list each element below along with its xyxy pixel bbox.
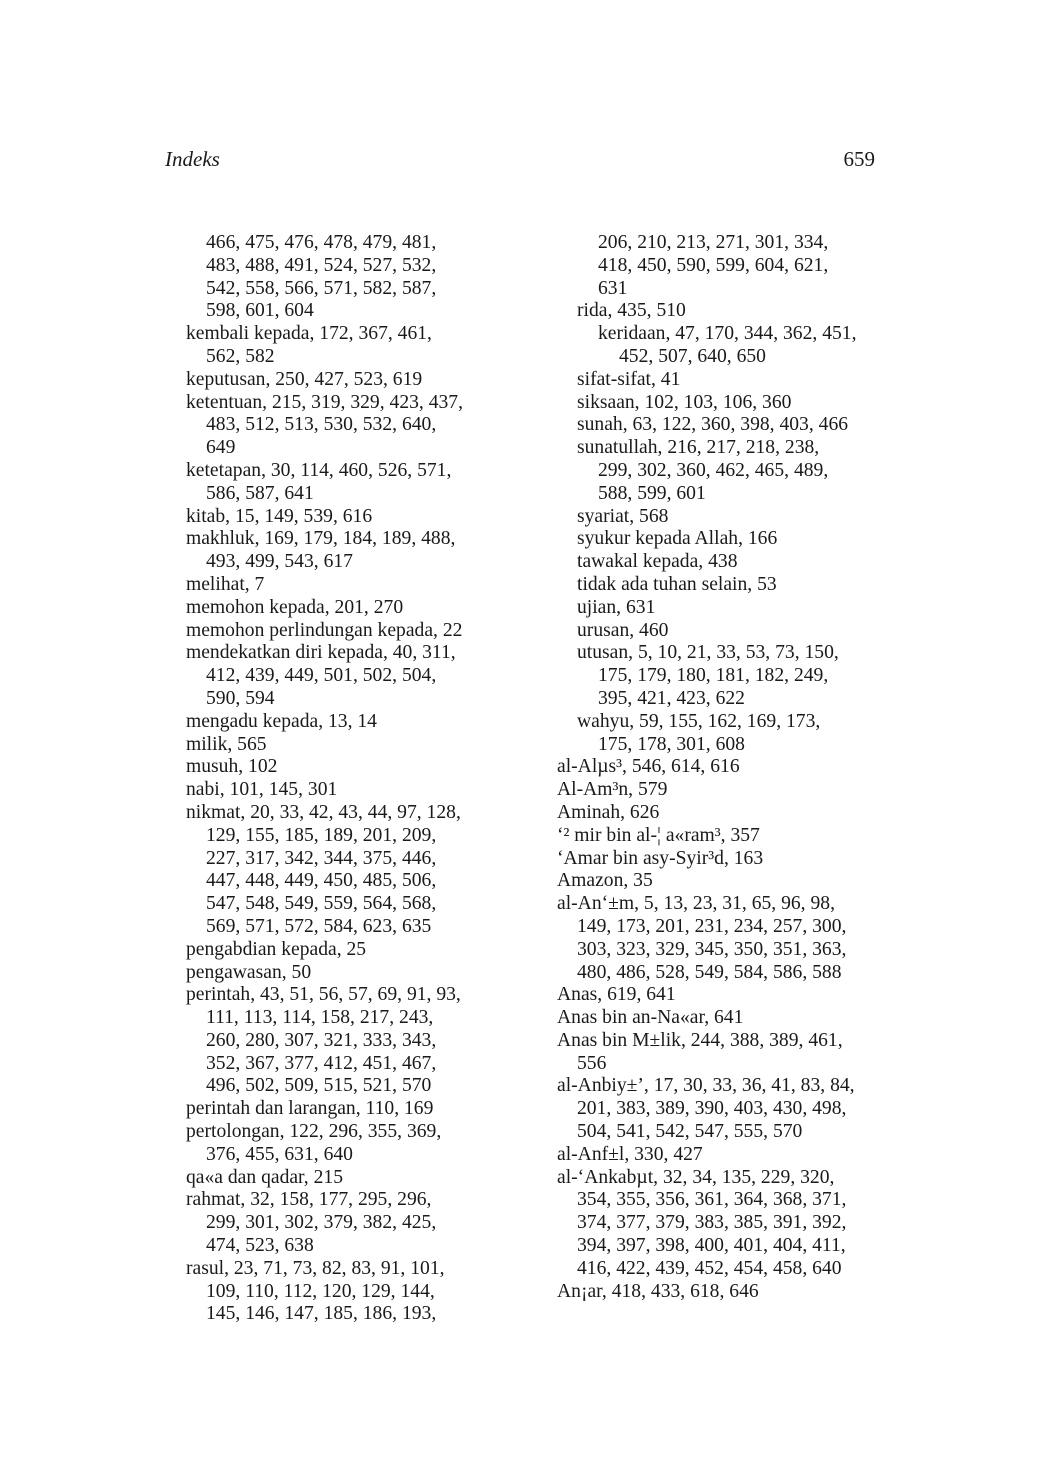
running-head <box>165 142 875 176</box>
index-entry-line: 412, 439, 449, 501, 502, 504, <box>206 665 437 687</box>
index-entry-line: 542, 558, 566, 571, 582, 587, <box>206 277 437 299</box>
index-entry-line: 303, 323, 329, 345, 350, 351, 363, <box>577 938 847 960</box>
index-entry-line: 483, 512, 513, 530, 532, 640, <box>206 414 437 436</box>
index-entry-line: ujian, 631 <box>577 596 656 618</box>
index-entry-line: Anas bin an-Na«ar, 641 <box>557 1007 744 1029</box>
index-entry-line: milik, 565 <box>186 733 267 755</box>
index-entry-line: 452, 507, 640, 650 <box>619 345 766 367</box>
index-entry-line: sunah, 63, 122, 360, 398, 403, 466 <box>577 414 849 436</box>
index-entry-line: syukur kepada Allah, 166 <box>577 528 778 550</box>
index-entry-line: rahmat, 32, 158, 177, 295, 296, <box>186 1189 432 1211</box>
index-entry-line: Anas bin M±lik, 244, 388, 389, 461, <box>557 1029 843 1051</box>
index-entry-line: wahyu, 59, 155, 162, 169, 173, <box>577 710 821 732</box>
index-entry-line: 149, 173, 201, 231, 234, 257, 300, <box>577 915 847 937</box>
index-entry-line: 588, 599, 601 <box>598 482 706 504</box>
index-entry-line: mendekatkan diri kepada, 40, 311, <box>186 642 456 664</box>
index-entry-line: 483, 488, 491, 524, 527, 532, <box>206 254 437 276</box>
index-entry-line: 447, 448, 449, 450, 485, 506, <box>206 870 437 892</box>
index-entry-line: Amazon, 35 <box>557 870 653 892</box>
index-entry-line: siksaan, 102, 103, 106, 360 <box>577 391 792 413</box>
index-entry-line: 175, 178, 301, 608 <box>598 733 745 755</box>
index-entry-line: keridaan, 47, 170, 344, 362, 451, <box>598 323 857 345</box>
index-entry-line: keputusan, 250, 427, 523, 619 <box>186 368 423 390</box>
index-entry-line: sunatullah, 216, 217, 218, 238, <box>577 437 820 459</box>
index-entry-line: 175, 179, 180, 181, 182, 249, <box>598 665 829 687</box>
index-entry-line: 562, 582 <box>206 345 275 367</box>
index-entry-line: ketetapan, 30, 114, 460, 526, 571, <box>186 459 452 481</box>
index-entry-line: 569, 571, 572, 584, 623, 635 <box>206 915 432 937</box>
index-entry-line: 416, 422, 439, 452, 454, 458, 640 <box>577 1257 842 1279</box>
index-entry-line: An¡ar, 418, 433, 618, 646 <box>557 1280 759 1302</box>
index-entry-line: 111, 113, 114, 158, 217, 243, <box>206 1007 434 1029</box>
index-entry-line: rasul, 23, 71, 73, 82, 83, 91, 101, <box>186 1257 445 1279</box>
index-entry-line: 480, 486, 528, 549, 584, 586, 588 <box>577 961 842 983</box>
index-entry-line: 299, 302, 360, 462, 465, 489, <box>598 459 829 481</box>
index-entry-line: Anas, 619, 641 <box>557 984 676 1006</box>
index-column-left <box>186 232 463 1326</box>
running-title: Indeks <box>165 147 220 171</box>
index-entry-line: 496, 502, 509, 515, 521, 570 <box>206 1075 432 1097</box>
index-entry-line: memohon kepada, 201, 270 <box>186 596 404 618</box>
index-entry-line: pertolongan, 122, 296, 355, 369, <box>186 1121 442 1143</box>
index-entry-line: utusan, 5, 10, 21, 33, 53, 73, 150, <box>577 642 839 664</box>
index-entry-line: 649 <box>206 437 236 459</box>
index-entry-line: 547, 548, 549, 559, 564, 568, <box>206 893 437 915</box>
index-entry-line: kitab, 15, 149, 539, 616 <box>186 505 373 527</box>
index-entry-line: memohon perlindungan kepada, 22 <box>186 619 463 641</box>
index-entry-line: 299, 301, 302, 379, 382, 425, <box>206 1212 437 1234</box>
index-entry-line: 227, 317, 342, 344, 375, 446, <box>206 847 437 869</box>
index-entry-line: 145, 146, 147, 185, 186, 193, <box>206 1303 437 1325</box>
index-entry-line: Aminah, 626 <box>557 801 660 823</box>
index-entry-line: sifat-sifat, 41 <box>577 368 681 390</box>
index-entry-line: 504, 541, 542, 547, 555, 570 <box>577 1121 803 1143</box>
index-entry-line: makhluk, 169, 179, 184, 189, 488, <box>186 528 456 550</box>
index-entry-line: 206, 210, 213, 271, 301, 334, <box>598 232 829 253</box>
index-entry-line: al-Alµs³, 546, 614, 616 <box>557 756 740 778</box>
index-entry-line: al-Anf±l, 330, 427 <box>557 1143 703 1165</box>
index-entry-line: al-An‘±m, 5, 13, 23, 31, 65, 96, 98, <box>557 893 835 915</box>
index-entry-line: kembali kepada, 172, 367, 461, <box>186 323 432 345</box>
index-entry-line: rida, 435, 510 <box>577 300 686 322</box>
index-entry-line: 631 <box>598 277 628 299</box>
index-column-right <box>557 232 857 1303</box>
index-entry-line: perintah, 43, 51, 56, 57, 69, 91, 93, <box>186 984 461 1006</box>
index-entry-line: al-‘Ankabµt, 32, 34, 135, 229, 320, <box>557 1166 835 1188</box>
index-entry-line: ‘² mir bin al-¦ a«ram³, 357 <box>557 824 760 846</box>
index-entry-line: ‘Amar bin asy-Syir³d, 163 <box>557 847 764 869</box>
index-entry-line: 493, 499, 543, 617 <box>206 551 353 573</box>
index-entry-line: al-Anbiy±’, 17, 30, 33, 36, 41, 83, 84, <box>557 1075 855 1097</box>
index-entry-line: 376, 455, 631, 640 <box>206 1143 353 1165</box>
index-entry-line: pengabdian kepada, 25 <box>186 938 367 960</box>
index-entry-line: melihat, 7 <box>186 573 265 595</box>
index-entry-line: 201, 383, 389, 390, 403, 430, 498, <box>577 1098 847 1120</box>
index-entry-line: qa«a dan qadar, 215 <box>186 1166 343 1188</box>
index-entry-line: 352, 367, 377, 412, 451, 467, <box>206 1052 437 1074</box>
index-entry-line: ketentuan, 215, 319, 329, 423, 437, <box>186 391 464 413</box>
index-entry-line: syariat, 568 <box>577 505 669 527</box>
index-entry-line: 586, 587, 641 <box>206 482 314 504</box>
index-entry-line: 260, 280, 307, 321, 333, 343, <box>206 1029 437 1051</box>
index-entry-line: 466, 475, 476, 478, 479, 481, <box>206 232 437 253</box>
index-entry-line: tidak ada tuhan selain, 53 <box>577 573 777 595</box>
index-entry-line: 395, 421, 423, 622 <box>598 687 745 709</box>
index-entry-line: tawakal kepada, 438 <box>577 551 738 573</box>
index-entry-line: nikmat, 20, 33, 42, 43, 44, 97, 128, <box>186 801 461 823</box>
index-entry-line: 474, 523, 638 <box>206 1235 314 1257</box>
index-entry-line: 418, 450, 590, 599, 604, 621, <box>598 254 829 276</box>
index-entry-line: urusan, 460 <box>577 619 669 641</box>
index-entry-line: 598, 601, 604 <box>206 300 314 322</box>
page-number: 659 <box>843 147 875 171</box>
index-entry-line: 129, 155, 185, 189, 201, 209, <box>206 824 437 846</box>
index-entry-line: 590, 594 <box>206 687 275 709</box>
index-entry-line: musuh, 102 <box>186 756 278 778</box>
index-entry-line: mengadu kepada, 13, 14 <box>186 710 377 732</box>
index-entry-line: 394, 397, 398, 400, 401, 404, 411, <box>577 1235 846 1257</box>
index-entry-line: nabi, 101, 145, 301 <box>186 779 338 801</box>
index-entry-line: 354, 355, 356, 361, 364, 368, 371, <box>577 1189 847 1211</box>
index-entry-line: Al-Am³n, 579 <box>557 779 668 801</box>
index-entry-line: 109, 110, 112, 120, 129, 144, <box>206 1280 435 1302</box>
index-entry-line: perintah dan larangan, 110, 169 <box>186 1098 434 1120</box>
index-entry-line: 556 <box>577 1052 607 1074</box>
index-entry-line: pengawasan, 50 <box>186 961 312 983</box>
index-entry-line: 374, 377, 379, 383, 385, 391, 392, <box>577 1212 847 1234</box>
